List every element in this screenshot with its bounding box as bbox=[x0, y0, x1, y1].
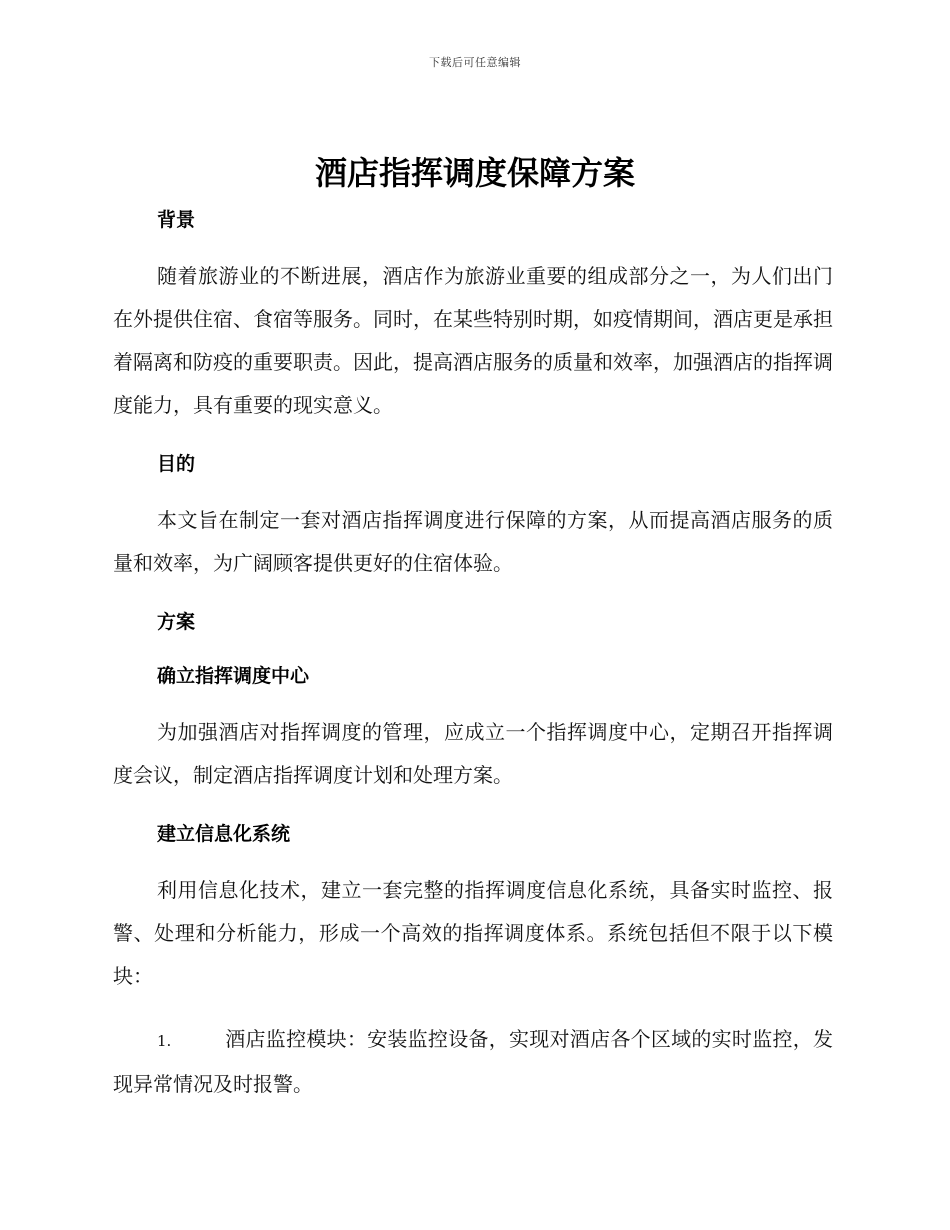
paragraph-background: 随着旅游业的不断进展，酒店作为旅游业重要的组成部分之一，为人们出门在外提供住宿、食宿等服务。同时，在某些特别时期，如疫情期间，酒店更是承担着隔离和防疫的重要职责。因此，提高酒店服务的质量和效率，加强酒店的指挥调度能力，具有重要的现实意义。 bbox=[113, 264, 833, 417]
heading-plan: 方案 bbox=[157, 611, 196, 633]
paragraph-info-system: 利用信息化技术，建立一套完整的指挥调度信息化系统，具备实时监控、报警、处理和分析能力，形成一个高效的指挥调度体系。系统包括但不限于以下模块： bbox=[113, 878, 833, 988]
list-item-text: 酒店监控模块：安装监控设备，实现对酒店各个区域的实时监控，发现异常情况及时报警。 bbox=[113, 1027, 833, 1096]
heading-command-center: 确立指挥调度中心 bbox=[157, 665, 310, 687]
list-item bbox=[113, 1018, 833, 1106]
document-body bbox=[113, 203, 833, 1106]
heading-info-system: 建立信息化系统 bbox=[157, 823, 291, 845]
list-item-number: 1. bbox=[157, 1032, 172, 1050]
document-title: 酒店指挥调度保障方案 bbox=[314, 154, 635, 192]
paragraph-purpose: 本文旨在制定一套对酒店指挥调度进行保障的方案，从而提高酒店服务的质量和效率，为广阔顾客提供更好的住宿体验。 bbox=[113, 508, 833, 575]
heading-background: 背景 bbox=[157, 209, 196, 231]
header-note: 下载后可任意编辑 bbox=[429, 56, 521, 69]
heading-purpose: 目的 bbox=[157, 453, 196, 475]
paragraph-command-center: 为加强酒店对指挥调度的管理，应成立一个指挥调度中心，定期召开指挥调度会议，制定酒店指挥调度计划和处理方案。 bbox=[113, 720, 833, 787]
